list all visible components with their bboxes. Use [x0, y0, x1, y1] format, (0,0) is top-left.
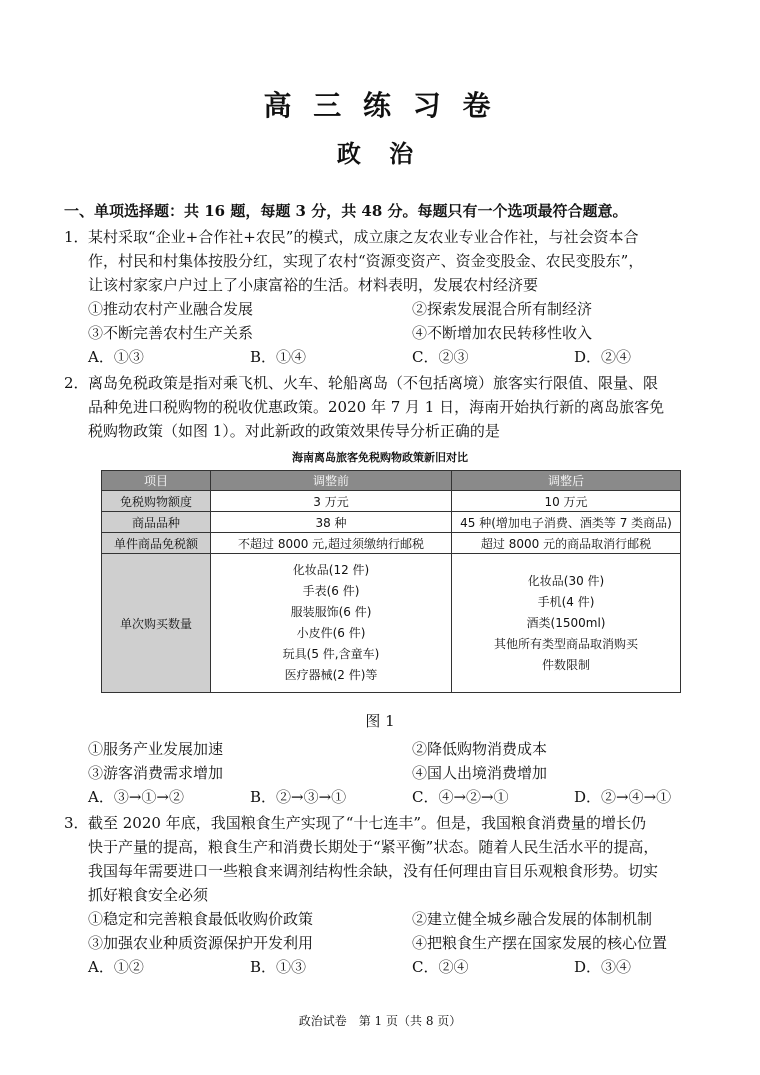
- question-1-choice-c: C．②③: [412, 348, 469, 366]
- cell-line: 手表(6 件): [302, 584, 360, 598]
- question-1-line: 让该村家家户户过上了小康富裕的生活。材料表明，发展农村经济要: [88, 276, 539, 294]
- question-2-option-4: ④国人出境消费增加: [412, 764, 548, 782]
- question-3-choice-b: B．①③: [250, 958, 307, 976]
- question-2-option-1: ①服务产业发展加速: [88, 740, 224, 758]
- table-row: [102, 512, 681, 533]
- cell-line: 酒类(1500ml): [526, 615, 606, 630]
- table-row: [102, 533, 681, 554]
- question-3-option-3: ③加强农业种质资源保护开发利用: [88, 934, 314, 952]
- question-3-choice-a: A．①②: [88, 958, 144, 976]
- question-2-line: 税购物政策（如图 1）。对此新政的政策效果传导分析正确的是: [88, 422, 500, 440]
- page-footer: 政治试卷 第 1 页（共 8 页）: [298, 1014, 462, 1028]
- table-cell: 免税购物额度: [102, 491, 211, 512]
- table-cell: 不超过 8000 元,超过须缴纳行邮税: [211, 533, 452, 554]
- table-row: [102, 491, 681, 512]
- question-3-option-4: ④把粮食生产摆在国家发展的核心位置: [412, 934, 668, 952]
- question-2-choice-d: D．②→④→①: [574, 788, 672, 806]
- section-heading: 一、单项选择题：共 16 题，每题 3 分，共 48 分。每题只有一个选项最符合题意。: [64, 202, 628, 220]
- question-2-line: 离岛免税政策是指对乘飞机、火车、轮船离岛（不包括离境）旅客实行限值、限量、限: [88, 374, 659, 392]
- table-cell: 超过 8000 元的商品取消行邮税: [452, 533, 681, 554]
- table-cell: 3 万元: [211, 491, 452, 512]
- question-2-line: 品种免进口税购物的税收优惠政策。2020 年 7 月 1 日，海南开始执行新的离岛旅客免: [88, 398, 665, 416]
- column-header: 调整后: [452, 471, 681, 491]
- question-1-choice-a: A．①③: [88, 348, 144, 366]
- question-2-choice-c: C．④→②→①: [412, 788, 509, 806]
- question-1-choice-d: D．②④: [574, 348, 632, 366]
- table-cell: 10 万元: [452, 491, 681, 512]
- table-cell: [452, 554, 681, 693]
- question-3-option-1: ①稳定和完善粮食最低收购价政策: [88, 910, 314, 928]
- question-2-choice-a: A．③→①→②: [88, 788, 184, 806]
- question-1-choice-b: B．①④: [250, 348, 307, 366]
- question-1-line: 某村采取“企业+合作社+农民”的模式，成立康之友农业专业合作社，与社会资本合: [88, 228, 639, 246]
- question-2-option-3: ③游客消费需求增加: [88, 764, 224, 782]
- question-3-line: 截至 2020 年底，我国粮食生产实现了“十七连丰”。但是，我国粮食消费量的增长仍: [88, 814, 647, 832]
- question-3-line: 快于产量的提高，粮食生产和消费长期处于“紧平衡”状态。随着人民生活水平的提高，: [88, 838, 659, 856]
- exam-title: 高 三 练 习 卷: [263, 89, 497, 122]
- question-2-choice-b: B．②→③→①: [250, 788, 347, 806]
- question-1-option-1: ①推动农村产业融合发展: [88, 300, 254, 318]
- cell-line: 化妆品(12 件): [292, 563, 370, 577]
- question-1-option-3: ③不断完善农村生产关系: [88, 324, 254, 342]
- table-cell: 单次购买数量: [102, 554, 211, 693]
- policy-comparison-table: [101, 470, 681, 693]
- cell-line: 化妆品(30 件): [527, 573, 605, 588]
- question-2-option-2: ②降低购物消费成本: [412, 740, 548, 758]
- table-cell: 38 种: [211, 512, 452, 533]
- figure-caption: 图 1: [365, 712, 395, 730]
- question-3-line: 抓好粮食安全必须: [88, 886, 209, 904]
- question-1-option-4: ④不断增加农民转移性收入: [412, 324, 593, 342]
- table-title: 海南离岛旅客免税购物政策新旧对比: [292, 451, 468, 464]
- cell-line: 小皮件(6 件): [296, 626, 366, 640]
- table-cell: [211, 554, 452, 693]
- table-row: [102, 554, 681, 693]
- question-3-choice-c: C．②④: [412, 958, 469, 976]
- table-cell: 商品品种: [102, 512, 211, 533]
- cell-line: 件数限制: [541, 657, 590, 672]
- question-3-option-2: ②建立健全城乡融合发展的体制机制: [412, 910, 653, 928]
- table-cell: 单件商品免税额: [102, 533, 211, 554]
- cell-line: 玩具(5 件,含童车): [282, 647, 380, 661]
- question-3-line: 我国每年需要进口一些粮食来调剂结构性余缺，没有任何理由盲目乐观粮食形势。切实: [88, 862, 659, 880]
- cell-line: 服装服饰(6 件): [290, 605, 372, 619]
- question-1-option-2: ②探索发展混合所有制经济: [412, 300, 593, 318]
- cell-line: 其他所有类型商品取消购买: [493, 636, 638, 651]
- table-header-row: [102, 471, 681, 491]
- cell-line: 手机(4 件): [537, 594, 595, 609]
- table-cell: 45 种(增加电子消费、酒类等 7 类商品): [452, 512, 681, 533]
- column-header: 项目: [102, 471, 211, 491]
- cell-line: 医疗器械(2 件)等: [284, 668, 378, 682]
- question-1-number: 1．: [64, 228, 89, 246]
- column-header: 调整前: [211, 471, 452, 491]
- question-2-number: 2．: [64, 374, 89, 392]
- question-3-number: 3．: [64, 814, 89, 832]
- question-1-line: 作，村民和村集体按股分红，实现了农村“资源变资产、资金变股金、农民变股东”，: [88, 252, 644, 270]
- exam-subject: 政 治: [336, 139, 424, 168]
- question-3-choice-d: D．③④: [574, 958, 632, 976]
